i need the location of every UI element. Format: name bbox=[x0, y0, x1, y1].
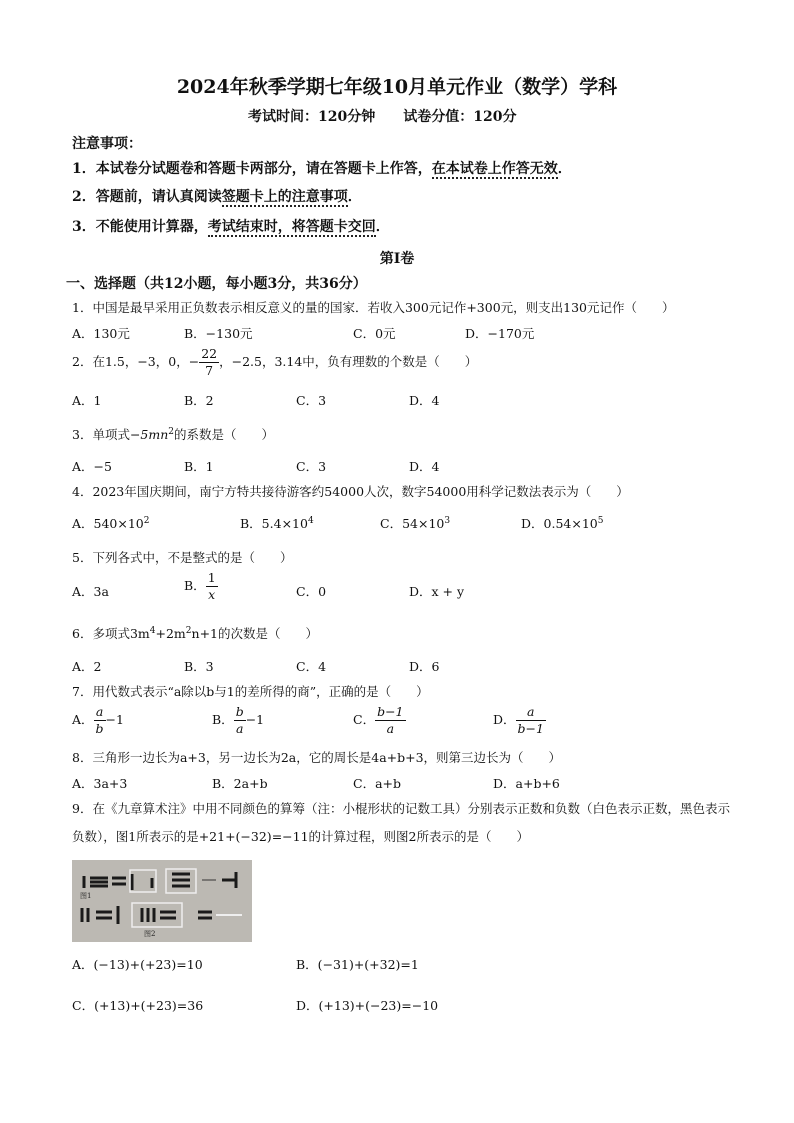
q3-option-d: D．4 bbox=[409, 459, 440, 474]
question-7-stem: 7．用代数式表示“a除以b与1的差所得的商”，正确的是（ ） bbox=[72, 684, 429, 699]
q9-option-a: A．(−13)+(+23)=10 bbox=[72, 957, 203, 972]
notice-2: 2．答题前，请认真阅读签题卡上的注意事项． bbox=[72, 189, 362, 205]
q5-option-b: B． $\frac{1}{x}$ bbox=[184, 570, 216, 602]
part-label: 第Ⅰ卷 bbox=[379, 251, 415, 267]
q5-option-d: D．x + y bbox=[409, 584, 465, 599]
svg-text:图2: 图2 bbox=[144, 930, 156, 938]
q7-option-a: A． $\frac{a}{b}$ −1 bbox=[72, 704, 124, 736]
notice-3: 3．不能使用计算器，考试结束时，将答题卡交回． bbox=[72, 219, 390, 235]
q6-option-c: C．4 bbox=[296, 659, 327, 674]
notice-1: 1．本试卷分试题卷和答题卡两部分，请在答题卡上作答，在本试卷上作答无效． bbox=[72, 161, 572, 177]
q7-option-b: B． $\frac{b}{a}$ −1 bbox=[212, 704, 265, 736]
q6-option-d: D．6 bbox=[409, 659, 440, 674]
q2-option-a: A．1 bbox=[72, 393, 102, 408]
notices-heading: 注意事项： bbox=[72, 136, 142, 152]
q1-option-a: A．130元 bbox=[72, 326, 130, 341]
q9-option-c: C．(+13)+(+23)=36 bbox=[72, 998, 204, 1013]
exam-time: 考试时间：120分钟 bbox=[248, 109, 376, 125]
q1-option-d: D．−170元 bbox=[465, 326, 535, 341]
q3-option-b: B．1 bbox=[184, 459, 214, 474]
q2-option-c: C．3 bbox=[296, 393, 327, 408]
q1-option-c: C．0元 bbox=[353, 326, 396, 341]
exam-score: 试卷分值：120分 bbox=[403, 109, 517, 125]
fraction: $\frac{22}{7}$ bbox=[201, 346, 218, 378]
q8-option-d: D．a+b+6 bbox=[493, 776, 560, 791]
q3-option-c: C．3 bbox=[296, 459, 327, 474]
counting-rods-figure bbox=[72, 860, 252, 942]
q8-option-a: A．3a+3 bbox=[72, 776, 128, 791]
q2-option-b: B．2 bbox=[184, 393, 214, 408]
question-3-stem: 3．单项式$-5mn^2$的系数是（ ） bbox=[72, 426, 275, 442]
question-6-stem: 6．多项式$3m^4+2m^2n+1$的次数是（ ） bbox=[72, 625, 318, 641]
question-5-stem: 5．下列各式中，不是整式的是（ ） bbox=[72, 550, 293, 565]
q1-option-b: B．−130元 bbox=[184, 326, 253, 341]
q7-option-d: D． $\frac{a}{b-1}$ bbox=[493, 704, 544, 736]
question-1-stem: 1．中国是最早采用正负数表示相反意义的量的国家．若收入300元记作+300元，则支出130元记作（ ） bbox=[72, 300, 675, 315]
exam-info bbox=[248, 106, 516, 126]
page-title: 2024年秋季学期七年级10月单元作业（数学）学科 bbox=[176, 76, 618, 98]
q2-option-d: D．4 bbox=[409, 393, 440, 408]
question-8-stem: 8．三角形一边长为a+3，另一边长为2a，它的周长是4a+b+3，则第三边长为（ ） bbox=[72, 750, 562, 765]
question-2-stem: 2．在1.5，−3，0，− $\frac{22}{7}$ ，−2.5，3.14中，负有理数的个数是（ ） bbox=[72, 346, 478, 378]
q3-option-a: A．−5 bbox=[72, 459, 112, 474]
svg-text:图1: 图1 bbox=[80, 892, 92, 900]
q8-option-c: C．a+b bbox=[353, 776, 401, 791]
q9-option-d: D．(+13)+(−23)=−10 bbox=[296, 998, 439, 1013]
q7-option-c: C． $\frac{b-1}{a}$ bbox=[353, 704, 404, 736]
q4-option-b: B．$5.4\times 10^4$ bbox=[240, 515, 314, 531]
section-heading: 一、选择题（共12小题，每小题3分，共36分） bbox=[66, 276, 367, 292]
q5-option-c: C．0 bbox=[296, 584, 327, 599]
q8-option-b: B．2a+b bbox=[212, 776, 268, 791]
q6-option-a: A．2 bbox=[72, 659, 102, 674]
question-9-stem: 9．在《九章算术注》中用不同颜色的算筹（注：小棍形状的记数工具）分别表示正数和负数（白色表示正数，黑色表示负数），图1所表示的是+21+(−32)=−11的计算过程，则图2所表示的是（ ） bbox=[72, 801, 730, 844]
counting-rods-image bbox=[72, 860, 252, 942]
question-4-stem: 4．2023年国庆期间，南宁方特共接待游客约54000人次，数字54000用科学记数法表示为（ ） bbox=[72, 484, 629, 499]
q4-option-a: A．$540\times 10^2$ bbox=[72, 515, 150, 531]
q6-option-b: B．3 bbox=[184, 659, 214, 674]
q9-option-b: B．(−31)+(+32)=1 bbox=[296, 957, 419, 972]
q4-option-c: C．$54\times 10^3$ bbox=[380, 515, 451, 531]
q5-option-a: A．3a bbox=[72, 584, 109, 599]
q4-option-d: D．$0.54\times 10^5$ bbox=[521, 515, 604, 531]
